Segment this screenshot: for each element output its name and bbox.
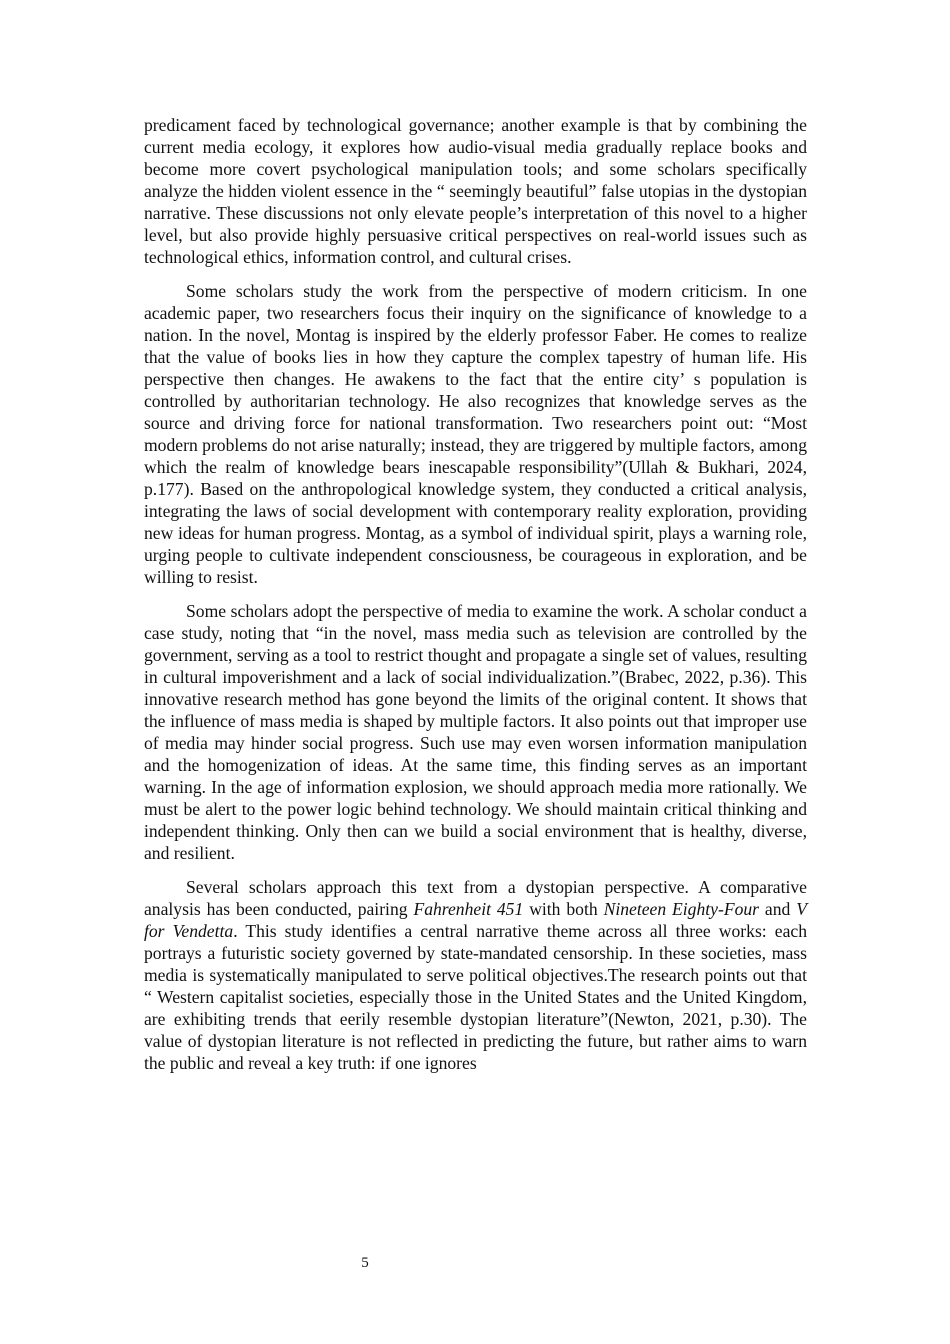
body-text <box>144 114 807 1086</box>
text-run: with both <box>523 899 604 919</box>
paragraph-dystopian-perspective <box>144 876 807 1074</box>
paragraph-continued <box>144 114 807 268</box>
text-run: Some scholars adopt the perspective of media to examine the work. A scholar conduct a case study, noting that “in the novel, mass media such as television are controlled by the government, serving as a tool to restrict thought and propagate a single set of values, resulting in cultural impoverishment and a lack of social individualization.”(Brabec, 2022, p.36). This innovative research method has gone beyond the limits of the original content. It shows that the influence of mass media is shaped by multiple factors. It also points out that improper use of media may hinder social progress. Such use may even worsen information manipulation and the homogenization of ideas. At the same time, this finding serves as an important warning. In the age of information explosion, we should approach media more rationally. We must be alert to the power logic behind technology. We should maintain critical thinking and independent thinking. Only then can we build a social environment that is healthy, diverse, and resilient. <box>144 601 807 863</box>
text-run: predicament faced by technological governance; another example is that by combining the current media ecology, it explores how audio-visual media gradually replace books and become more covert psychological manipulation tools; and some scholars specifically analyze the hidden violent essence in the “ seemingly beautiful” false utopias in the dystopian narrative. These discussions not only elevate people’s interpretation of this novel to a higher level, but also provide highly persuasive critical perspectives on real-world issues such as technological ethics, information control, and cultural crises. <box>144 115 807 267</box>
book-title-nineteen-eighty-four: Nineteen Eighty-Four <box>603 899 760 919</box>
page-number: 5 <box>361 1255 369 1271</box>
text-run: and <box>759 899 797 919</box>
text-run: . This study identifies a central narrative theme across all three works: each portrays a futuristic society governed by state-mandated censorship. In these societies, mass media is systematically manipulated to serve political objectives.The research points out that “ Western capitalist societies, especially those in the United States and the United Kingdom, are exhibiting trends that eerily resemble dystopian literature”(Newton, 2021, p.30). The value of dystopian literature is not reflected in predicting the future, but rather aims to warn the public and reveal a key truth: if one ignores <box>144 921 807 1073</box>
paragraph-modern-criticism <box>144 280 807 588</box>
paragraph-media-perspective <box>144 600 807 864</box>
book-title-fahrenheit: Fahrenheit 451 <box>413 899 524 919</box>
text-run: Some scholars study the work from the perspective of modern criticism. In one academic paper, two researchers focus their inquiry on the significance of knowledge to a nation. In the novel, Montag is inspired by the elderly professor Faber. He comes to realize that the value of books lies in how they capture the complex tapestry of human life. His perspective then changes. He awakens to the fact that the entire city’ s population is controlled by authoritarian technology. He also recognizes that knowledge serves as the source and driving force for national transformation. Two researchers point out: “Most modern problems do not arise naturally; instead, they are triggered by multiple factors, among which the realm of knowledge bears inescapable responsibility”(Ullah & Bukhari, 2024, p.177). Based on the anthropological knowledge system, they conducted a critical analysis, integrating the laws of social development with contemporary reality exploration, providing new ideas for human progress. Montag, as a symbol of individual spirit, plays a warning role, urging people to cultivate independent consciousness, be courageous in exploration, and be willing to resist. <box>144 281 807 587</box>
book-title-v-for-vendetta: V for Vendetta <box>144 899 807 941</box>
text-run: Several scholars approach this text from a dystopian perspective. A comparative analysis has been conducted, pairing <box>144 877 807 919</box>
